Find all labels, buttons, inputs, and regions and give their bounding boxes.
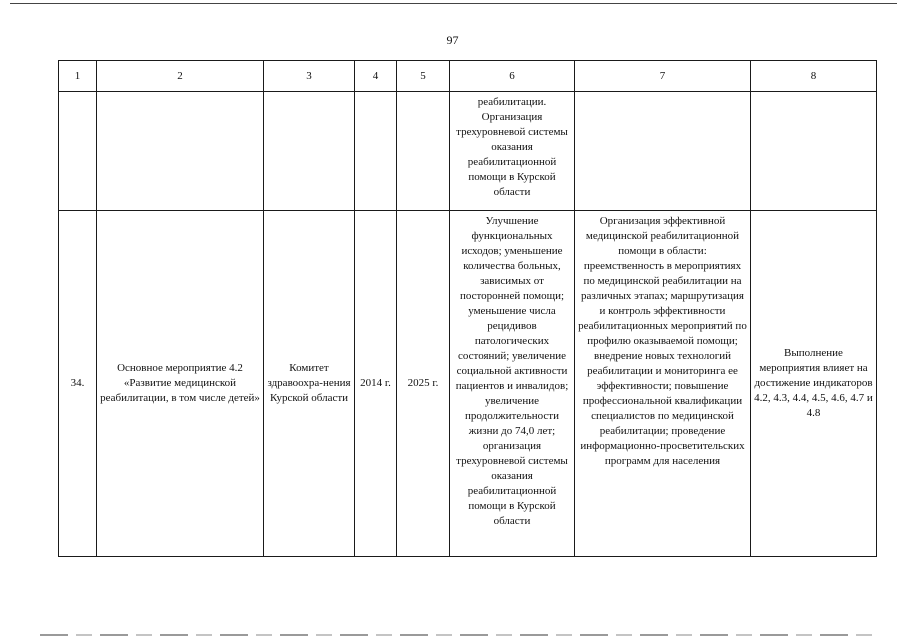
page-number: 97	[446, 33, 459, 47]
program-table	[58, 60, 877, 557]
cont-cell-6: реабилитации. Организация трехуровневой системы оказания реабилитационной помощи в Курской области	[450, 92, 575, 210]
table-row-34	[59, 210, 877, 556]
cont-cell-3	[264, 92, 355, 210]
header-cell-7: 7	[575, 61, 751, 92]
main-directions: Организация эффективной медицинской реабилитационной помощи в области: преемственность в мероприятиях по медицинской реабилитации на различных этапах; маршрутизация и контроль эффективности реабилитационных мероприятий по профилю оказываемой помощи; внедрение новых технологий реабилитации и мониторинга ее эффективности; повышение профессиональной квалификации специалистов по медицинской реабилитации; проведение информационно-просветительских программ для населения	[575, 210, 751, 556]
end-year: 2025 г.	[397, 210, 450, 556]
header-cell-3: 3	[264, 61, 355, 92]
cont-cell-5	[397, 92, 450, 210]
continuation-row	[59, 92, 877, 210]
header-cell-6: 6	[450, 61, 575, 92]
cont-cell-4	[355, 92, 397, 210]
cont-cell-1	[59, 92, 97, 210]
expected-results: Улучшение функциональных исходов; уменьшение количества больных, зависимых от посторонней помощи; уменьшение числа рецидивов патологических состояний; увеличение социальной активности пациентов и инвалидов; увеличение продолжительности жизни до 74,0 лет; организация трехуровневой системы оказания реабилитационной помощи в Курской области	[450, 210, 575, 556]
header-cell-1: 1	[59, 61, 97, 92]
header-cell-5: 5	[397, 61, 450, 92]
header-cell-2: 2	[97, 61, 264, 92]
cont-cell-2	[97, 92, 264, 210]
cont-cell-7	[575, 92, 751, 210]
indicator-link: Выполнение мероприятия влияет на достижение индикаторов 4.2, 4.3, 4.4, 4.5, 4.6, 4.7 и 4.8	[751, 210, 877, 556]
header-cell-4: 4	[355, 61, 397, 92]
scan-edge-bottom	[40, 634, 880, 636]
activity-name: Основное мероприятие 4.2 «Развитие медицинской реабилитации, в том числе детей»	[97, 210, 264, 556]
scan-edge-top	[10, 3, 897, 4]
start-year: 2014 г.	[355, 210, 397, 556]
executor: Комитет здравоохра-нения Курской области	[264, 210, 355, 556]
header-cell-8: 8	[751, 61, 877, 92]
header-row	[59, 61, 877, 92]
row-number: 34.	[59, 210, 97, 556]
cont-cell-8	[751, 92, 877, 210]
